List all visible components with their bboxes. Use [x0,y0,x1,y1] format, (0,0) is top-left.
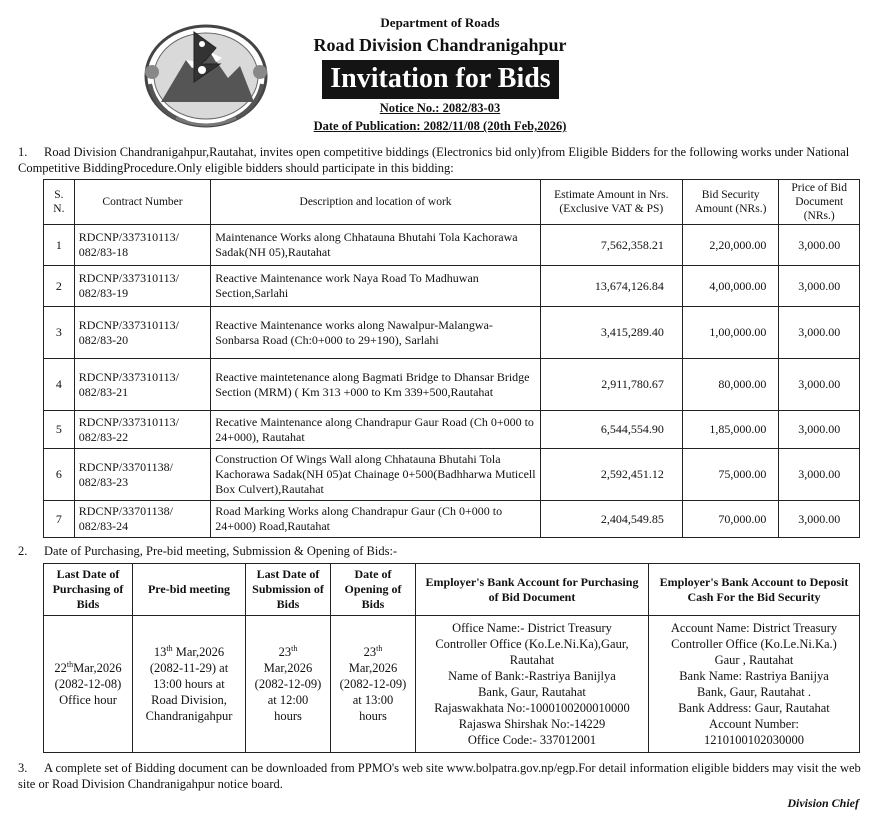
cell-price: 3,000.00 [779,266,860,307]
ordinal-suffix: th [166,643,173,653]
table-row [44,266,860,307]
submission-day [250,644,326,660]
header-opening: Date of Opening of Bids [331,564,416,616]
cell-price: 3,000.00 [779,225,860,266]
bank-line: Bank, Gaur, Rautahat [478,685,586,699]
bank-line: Controller Office (Ko.Le.Ni.Ka),Gaur, [435,637,629,651]
cell-bid-security: 70,000.00 [682,501,779,538]
header-submission: Last Date of Submission of Bids [246,564,331,616]
prebid-nepali-date: (2082-11-29) at [149,661,229,675]
cell-bid-security: 1,00,000.00 [682,307,779,359]
cell-contract: RDCNP/337310113/ 082/83-19 [74,266,210,307]
cell-description: Reactive Maintenance work Naya Road To Madhuwan Section,Sarlahi [211,266,541,307]
cell-contract: RDCNP/337310113/ 082/83-21 [74,359,210,411]
opening-hours: hours [359,709,387,723]
month-text: Mar,2026 [172,645,225,659]
cell-sn: 3 [44,307,75,359]
cell-description: Road Marking Works along Chandrapur Gaur (Ch 0+000 to 24+000) Road,Rautahat [211,501,541,538]
bank-line: 1210100102030000 [704,733,804,747]
cell-contract: RDCNP/33701138/ 082/83-23 [74,449,210,501]
cell-bid-security: 80,000.00 [682,359,779,411]
month-text: Mar,2026 [73,661,122,675]
cell-contract: RDCNP/33701138/ 082/83-24 [74,501,210,538]
ordinal-suffix: th [376,643,383,653]
header-contract-number: Contract Number [74,180,210,225]
cell-price: 3,000.00 [779,411,860,449]
header-sn: S. N. [44,180,75,225]
header-bank-purchase: Employer's Bank Account for Purchasing of Bid Document [416,564,649,616]
bank-line: Bank, Gaur, Rautahat . [696,685,812,699]
signature: Division Chief [787,796,859,810]
section-1-intro [18,144,863,176]
cell-estimate: 2,592,451.12 [540,449,682,501]
cell-sn: 1 [44,225,75,266]
header-bank-deposit: Employer's Bank Account to Deposit Cash For the Bid Security [649,564,860,616]
header-price: Price of Bid Document (NRs.) [779,180,860,225]
table-row [44,359,860,411]
cell-estimate: 13,674,126.84 [540,266,682,307]
cell-estimate: 3,415,289.40 [540,307,682,359]
day-text: 23 [363,645,377,659]
cell-description: Maintenance Works along Chhatauna Bhutahi Tola Kachorawa Sadak(NH 05),Rautahat [211,225,541,266]
publication-date: Date of Publication: 2082/11/08 (20th Feb,2026) [313,119,567,133]
purchase-date [48,660,128,676]
cell-price: 3,000.00 [779,501,860,538]
day-text: 13 [153,645,167,659]
cell-estimate: 2,911,780.67 [540,359,682,411]
section-2-intro [18,543,863,559]
cell-estimate: 7,562,358.21 [540,225,682,266]
section-text: Date of Purchasing, Pre-bid meeting, Submission & Opening of Bids:- [44,544,398,558]
prebid-venue: Road Division, [151,693,227,707]
table-header-row [44,180,860,225]
cell-bank-purchase [416,616,649,753]
table-row [44,411,860,449]
prebid-venue-place: Chandranigahpur [145,709,233,723]
section-text: Road Division Chandranigahpur,Rautahat, invites open competitive biddings (Electronics bid only)from Eligible Bidders for the following works under National Competitive BiddingProcedure.Only eligible bidders should participate in this bidding: [18,145,850,175]
cell-estimate: 2,404,549.85 [540,501,682,538]
opening-time: at 13:00 [352,693,394,707]
header-purchase: Last Date of Purchasing of Bids [44,564,133,616]
cell-contract: RDCNP/337310113/ 082/83-22 [74,411,210,449]
opening-day [335,644,411,660]
bank-line: Bank Name: Rastriya Banijya [679,669,829,683]
cell-description: Reactive Maintenance works along Nawalpur-Malangwa-Sonbarsa Road (Ch:0+000 to 29+190), Sarlahi [211,307,541,359]
opening-nepali-date: (2082-12-09) [339,677,407,691]
bank-line: Office Name:- District Treasury [452,621,612,635]
section-number: 2. [18,544,28,558]
cell-sn: 4 [44,359,75,411]
table-row [44,616,860,753]
cell-prebid [133,616,246,753]
table-row [44,449,860,501]
cell-bid-security: 1,85,000.00 [682,411,779,449]
works-table [43,179,860,538]
cell-bid-security: 2,20,000.00 [682,225,779,266]
cell-contract: RDCNP/337310113/ 082/83-18 [74,225,210,266]
ordinal-suffix: th [291,643,298,653]
cell-sn: 2 [44,266,75,307]
section-number: 1. [18,145,28,159]
cell-purchase [44,616,133,753]
submission-hours: hours [274,709,302,723]
cell-contract: RDCNP/337310113/ 082/83-20 [74,307,210,359]
cell-bid-security: 4,00,000.00 [682,266,779,307]
table-row [44,225,860,266]
cell-estimate: 6,544,554.90 [540,411,682,449]
section-text: A complete set of Bidding document can be downloaded from PPMO's web site www.bolpatra.gov.np/egp.For detail information eligible bidders may visit the web site or Road Division Chandranigahpur notice board. [18,761,861,791]
submission-nepali-date: (2082-12-09) [254,677,322,691]
cell-price: 3,000.00 [779,307,860,359]
bank-line: Account Number: [709,717,799,731]
division-name: Road Division Chandranigahpur [313,35,567,55]
bank-line: Rajaswa Shirshak No:-14229 [458,717,606,731]
bank-line: Rajaswakhata No:-1000100200010000 [434,701,630,715]
cell-bid-security: 75,000.00 [682,449,779,501]
cell-description: Recative Maintenance along Chandrapur Gaur Road (Ch 0+000 to 24+000), Rautahat [211,411,541,449]
bank-line: Office Code:- 337012001 [467,733,597,747]
schedule-table [43,563,860,753]
bank-line: Account Name: District Treasury [670,621,838,635]
prebid-date [137,644,241,660]
table-row [44,307,860,359]
cell-sn: 6 [44,449,75,501]
purchase-time: Office hour [59,693,117,707]
header-bid-security: Bid Security Amount (NRs.) [682,180,779,225]
title-wrap [0,60,881,99]
cell-price: 3,000.00 [779,449,860,501]
table-header-row [44,564,860,616]
cell-price: 3,000.00 [779,359,860,411]
page-title: Invitation for Bids [322,60,558,99]
bank-line: Gaur , Rautahat [714,653,794,667]
cell-bank-deposit [649,616,860,753]
purchase-nepali-date: (2082-12-08) [54,677,122,691]
bank-line: Rautahat [509,653,555,667]
ordinal-suffix: th [66,659,74,669]
cell-sn: 5 [44,411,75,449]
header-estimate: Estimate Amount in Nrs.(Exclusive VAT & PS) [540,180,682,225]
notice-number: Notice No.: 2082/83-03 [379,101,501,115]
opening-month: Mar,2026 [348,661,398,675]
table-row [44,501,860,538]
submission-month: Mar,2026 [263,661,313,675]
section-3-note [18,760,863,792]
header-description: Description and location of work [211,180,541,225]
bank-line: Name of Bank:-Rastriya Banijlya [448,669,616,683]
cell-sn: 7 [44,501,75,538]
department-name: Department of Roads [380,15,500,30]
day-text: 22 [54,661,67,675]
prebid-time: 13:00 hours at [153,677,225,691]
section-number: 3. [18,761,28,775]
cell-opening [331,616,416,753]
submission-time: at 12:00 [267,693,309,707]
header-prebid: Pre-bid meeting [133,564,246,616]
bank-line: Controller Office (Ko.Le.Ni.Ka.) [671,637,837,651]
cell-description: Construction Of Wings Wall along Chhatauna Bhutahi Tola Kachorawa Sadak(NH 05)at Chainage 0+500(Badhharwa Muticell Box Culvert),Rautahat [211,449,541,501]
cell-submission [246,616,331,753]
bank-line: Bank Address: Gaur, Rautahat [678,701,830,715]
day-text: 23 [278,645,292,659]
cell-description: Reactive maintetenance along Bagmati Bridge to Dhansar Bridge Section (MRM) ( Km 313 +000 to Km 339+500,Rautahat [211,359,541,411]
